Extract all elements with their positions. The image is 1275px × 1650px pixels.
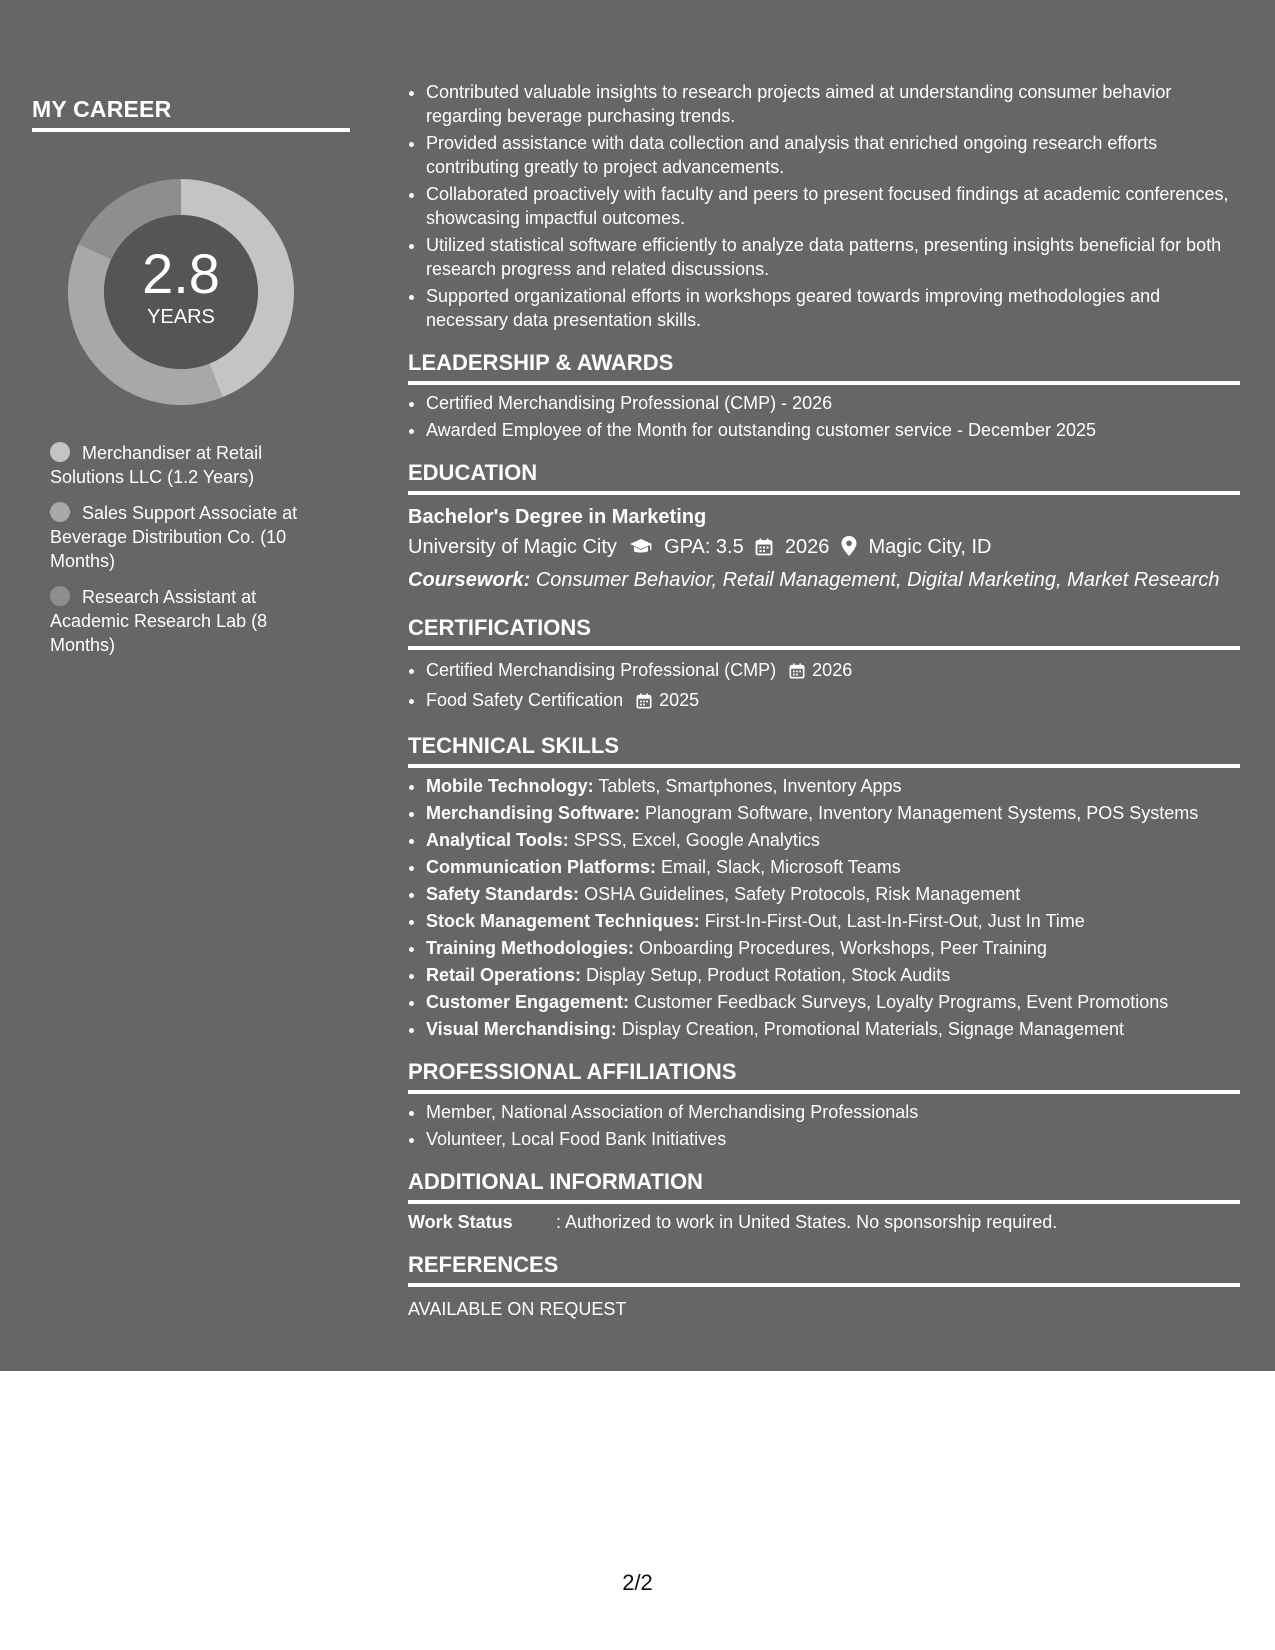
career-item <box>50 585 325 657</box>
career-item-text: Merchandiser at Retail Solutions LLC (1.2 Years) <box>50 443 263 487</box>
skill-label: Retail Operations: <box>426 965 582 985</box>
certifications-list <box>408 658 1240 715</box>
skill-value: Customer Feedback Surveys, Loyalty Programs, Event Promotions <box>634 992 1169 1012</box>
coursework <box>408 565 1240 595</box>
skills-section <box>408 733 1240 1041</box>
work-status-label: Work Status <box>408 1212 513 1232</box>
leadership-item: • Certified Merchandising Professional (CMP) - 2026 <box>426 391 1240 415</box>
work-status-value: : Authorized to work in United States. No sponsorship required. <box>556 1212 1058 1232</box>
skill-label: Safety Standards: <box>426 884 580 904</box>
career-dot-icon <box>50 502 70 522</box>
certification-item <box>426 688 1240 715</box>
skill-value: First-In-First-Out, Last-In-First-Out, Just In Time <box>704 911 1085 931</box>
skill-label: Visual Merchandising: <box>426 1019 617 1039</box>
skill-label: Analytical Tools: <box>426 830 569 850</box>
leadership-item: • Awarded Employee of the Month for outstanding customer service - December 2025 <box>426 418 1240 442</box>
skill-item <box>426 801 1240 825</box>
career-list <box>50 441 325 657</box>
references-section <box>408 1252 1240 1321</box>
school-location: Magic City, ID <box>868 536 992 558</box>
career-heading: MY CAREER <box>32 96 350 132</box>
additional-section <box>408 1169 1240 1234</box>
skill-label: Merchandising Software: <box>426 803 641 823</box>
career-item <box>50 441 325 489</box>
skill-label: Training Methodologies: <box>426 938 634 958</box>
donut-value: 2.8 <box>142 242 220 305</box>
certification-item <box>426 658 1240 685</box>
certification-name: Certified Merchandising Professional (CMP) <box>426 660 777 680</box>
skill-item <box>426 774 1240 798</box>
experience-bullets <box>408 80 1240 332</box>
calendar-icon <box>636 691 652 715</box>
calendar-icon <box>755 536 773 564</box>
career-dot-icon <box>50 442 70 462</box>
references-text: AVAILABLE ON REQUEST <box>408 1299 627 1319</box>
career-item <box>50 501 325 573</box>
skill-label: Stock Management Techniques: <box>426 911 700 931</box>
certification-year: 2026 <box>812 660 853 680</box>
career-dot-icon <box>50 586 70 606</box>
references-heading: REFERENCES <box>408 1252 1240 1287</box>
left-column <box>32 96 350 669</box>
career-donut-chart <box>66 177 296 407</box>
skill-item <box>426 855 1240 879</box>
affiliations-list <box>408 1100 1240 1151</box>
certification-name: Food Safety Certification <box>426 690 624 710</box>
experience-bullet: • Collaborated proactively with faculty and peers to present focused findings at academic conferences, showcasing impactful outcomes. <box>426 182 1240 230</box>
skill-value: SPSS, Excel, Google Analytics <box>573 830 820 850</box>
experience-bullet: • Supported organizational efforts in workshops geared towards improving methodologies and necessary data presentation skills. <box>426 284 1240 332</box>
certification-year: 2025 <box>659 690 700 710</box>
graduation-cap-icon <box>629 536 653 564</box>
donut-unit: YEARS <box>147 306 215 328</box>
skill-value: Planogram Software, Inventory Management Systems, POS Systems <box>645 803 1199 823</box>
donut-center <box>66 177 296 407</box>
skill-value: Onboarding Procedures, Workshops, Peer Training <box>639 938 1047 958</box>
experience-bullet: • Utilized statistical software efficiently to analyze data patterns, presenting insights beneficial for both research progress and related discussions. <box>426 233 1240 281</box>
certifications-section <box>408 615 1240 715</box>
skill-item <box>426 963 1240 987</box>
certifications-heading: CERTIFICATIONS <box>408 615 1240 650</box>
education-heading: EDUCATION <box>408 460 1240 495</box>
location-pin-icon <box>841 536 857 564</box>
skill-label: Customer Engagement: <box>426 992 630 1012</box>
skill-value: Email, Slack, Microsoft Teams <box>661 857 901 877</box>
leadership-list <box>408 391 1240 442</box>
affiliation-item: • Member, National Association of Merchandising Professionals <box>426 1100 1240 1124</box>
leadership-section <box>408 350 1240 442</box>
skill-label: Communication Platforms: <box>426 857 657 877</box>
right-column <box>408 80 1240 1321</box>
skill-item <box>426 1017 1240 1041</box>
skill-item <box>426 936 1240 960</box>
affiliation-item: • Volunteer, Local Food Bank Initiatives <box>426 1127 1240 1151</box>
skill-item <box>426 909 1240 933</box>
leadership-heading: LEADERSHIP & AWARDS <box>408 350 1240 385</box>
skill-value: Display Setup, Product Rotation, Stock Audits <box>586 965 951 985</box>
skills-list <box>408 774 1240 1041</box>
skill-value: Display Creation, Promotional Materials, Signage Management <box>621 1019 1124 1039</box>
work-status-row <box>408 1210 1240 1234</box>
career-item-text: Research Assistant at Academic Research Lab (8 Months) <box>50 587 268 655</box>
coursework-label: Coursework: <box>408 569 531 591</box>
graduation-year: 2026 <box>784 536 830 558</box>
degree-title: Bachelor's Degree in Marketing <box>408 506 707 528</box>
affiliations-section <box>408 1059 1240 1151</box>
skill-item <box>426 882 1240 906</box>
calendar-icon <box>789 661 805 685</box>
skill-item <box>426 828 1240 852</box>
skill-value: Tablets, Smartphones, Inventory Apps <box>598 776 902 796</box>
experience-bullet: • Contributed valuable insights to research projects aimed at understanding consumer behavior regarding beverage purchasing trends. <box>426 80 1240 128</box>
coursework-list: Consumer Behavior, Retail Management, Digital Marketing, Market Research <box>535 569 1220 591</box>
page-number: 2/2 <box>622 1570 653 1595</box>
affiliations-heading: PROFESSIONAL AFFILIATIONS <box>408 1059 1240 1094</box>
education-section <box>408 460 1240 595</box>
skill-label: Mobile Technology: <box>426 776 594 796</box>
school-name: University of Magic City <box>408 536 617 558</box>
gpa: GPA: 3.5 <box>664 536 744 558</box>
skills-heading: TECHNICAL SKILLS <box>408 733 1240 768</box>
education-details <box>408 533 1240 564</box>
career-item-text: Sales Support Associate at Beverage Distribution Co. (10 Months) <box>50 503 298 571</box>
additional-heading: ADDITIONAL INFORMATION <box>408 1169 1240 1204</box>
skill-value: OSHA Guidelines, Safety Protocols, Risk Management <box>584 884 1021 904</box>
experience-bullet: • Provided assistance with data collection and analysis that enriched ongoing research efforts contributing greatly to project advancements. <box>426 131 1240 179</box>
skill-item <box>426 990 1240 1014</box>
